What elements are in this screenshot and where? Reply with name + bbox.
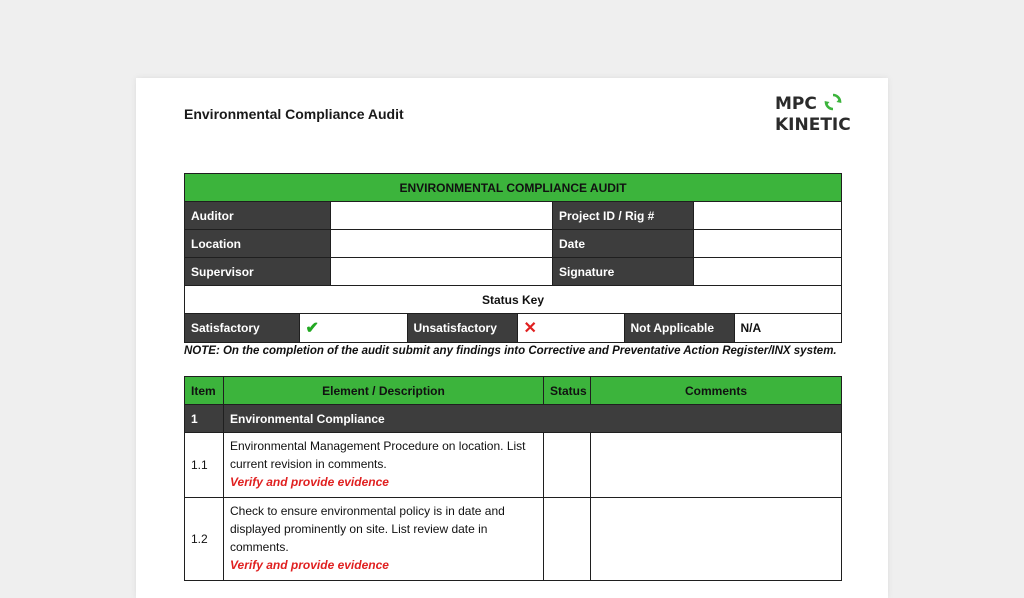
section-row [185, 405, 842, 433]
date-label: Date [553, 230, 694, 258]
audit-table [184, 376, 842, 581]
signature-label: Signature [553, 258, 694, 286]
table-row [185, 433, 842, 498]
mpc-kinetic-logo [775, 94, 859, 138]
auditor-row [185, 202, 842, 230]
verify-instruction: Verify and provide evidence [230, 475, 389, 489]
item-description: Check to ensure environmental policy is in date and displayed prominently on site. List review date in comments. [230, 504, 505, 554]
item-number: 1.1 [185, 433, 224, 498]
project-id-label: Project ID / Rig # [553, 202, 694, 230]
item-number: 1.2 [185, 498, 224, 581]
supervisor-label: Supervisor [185, 258, 331, 286]
supervisor-field[interactable] [331, 258, 553, 286]
location-label: Location [185, 230, 331, 258]
item-comments-cell[interactable] [591, 498, 842, 581]
logo-recycle-icon [824, 93, 842, 111]
checkmark-icon: ✔ [305, 320, 319, 337]
location-row [185, 230, 842, 258]
location-field[interactable] [331, 230, 553, 258]
unsatisfactory-label: Unsatisfactory [407, 314, 517, 342]
status-key-title: Status Key [185, 286, 842, 314]
signature-field[interactable] [694, 258, 842, 286]
auditor-label: Auditor [185, 202, 331, 230]
status-key-table [185, 314, 841, 342]
document-page [136, 78, 888, 598]
auditor-field[interactable] [331, 202, 553, 230]
item-status-cell[interactable] [544, 433, 591, 498]
cross-icon: ✕ [523, 320, 537, 337]
document-title: Environmental Compliance Audit [184, 106, 404, 122]
section-number: 1 [185, 405, 224, 433]
not-applicable-symbol: N/A [734, 314, 841, 342]
column-header-item: Item [185, 377, 224, 405]
verify-instruction: Verify and provide evidence [230, 558, 389, 572]
logo-line-2: KINETIC [775, 115, 851, 135]
column-header-description: Element / Description [224, 377, 544, 405]
table-row [185, 498, 842, 581]
supervisor-row [185, 258, 842, 286]
header-info-table [184, 173, 842, 343]
audit-table-header [185, 377, 842, 405]
not-applicable-label: Not Applicable [624, 314, 734, 342]
logo-line-1: MPC [775, 94, 817, 114]
project-id-field[interactable] [694, 202, 842, 230]
satisfactory-label: Satisfactory [185, 314, 299, 342]
date-field[interactable] [694, 230, 842, 258]
column-header-comments: Comments [591, 377, 842, 405]
completion-note: NOTE: On the completion of the audit submit any findings into Corrective and Preventative Action Register/INX system. [184, 345, 837, 357]
status-key-row [185, 314, 842, 343]
header-table-heading: ENVIRONMENTAL COMPLIANCE AUDIT [185, 174, 842, 202]
section-title: Environmental Compliance [224, 405, 842, 433]
item-comments-cell[interactable] [591, 433, 842, 498]
item-description: Environmental Management Procedure on location. List current revision in comments. [230, 439, 526, 471]
item-status-cell[interactable] [544, 498, 591, 581]
column-header-status: Status [544, 377, 591, 405]
